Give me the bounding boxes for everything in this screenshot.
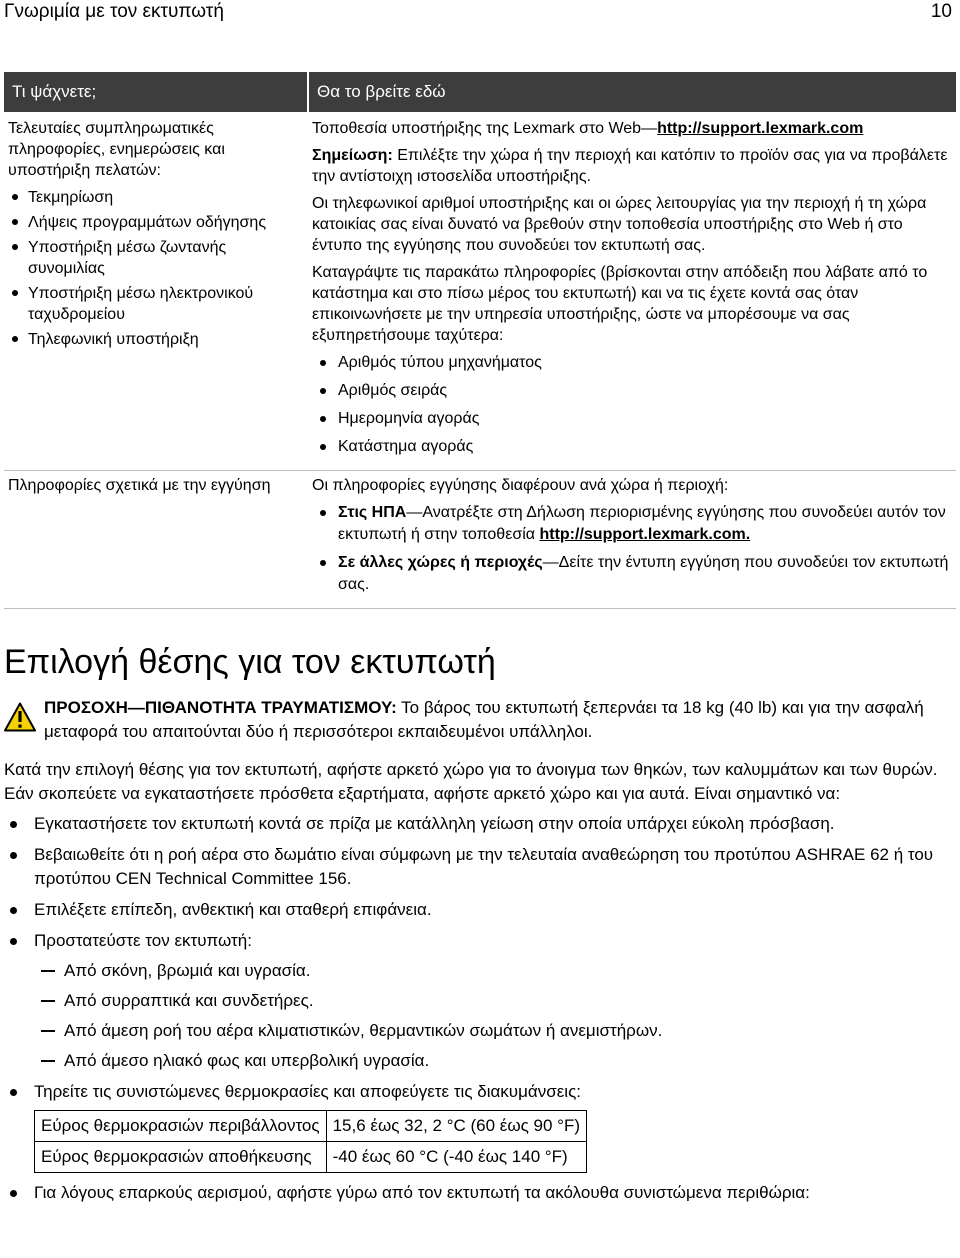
page-number: 10 [930,1,952,22]
temperature-item-text: Τηρείτε τις συνιστώμενες θερμοκρασίες και αποφεύγετε τις διακυμάνσεις: [34,1082,581,1101]
usa-text: Ανατρέξτε στη Δήλωση περιορισμένης εγγύησης που συνοδεύει αυτόν τον εκτυπωτή ή στην τοποθεσία [338,504,946,543]
list-item: Από συρραπτικά και συνδετήρες. [34,989,954,1013]
list-item: Αριθμός τύπου μηχανήματος [312,352,950,374]
support-site-link[interactable]: http://support.lexmark.com [657,120,864,137]
placement-list [4,812,954,1205]
support-note [312,145,950,187]
list-item: Αριθμός σειράς [312,380,950,402]
list-item: Εγκαταστήσετε τον εκτυπωτή κοντά σε πρίζα με κατάλληλη γείωση στην οποία υπάρχει εύκολη πρόσβαση. [4,812,954,836]
support-topics-intro: Τελευταίες συμπληρωματικές πληροφορίες, ενημερώσεις και υποστήριξη πελατών: [8,120,225,179]
column-header-what: Τι ψάχνετε; [4,72,308,112]
list-item: Τηλεφωνική υποστήριξη [8,329,302,350]
section-intro: Κατά την επιλογή θέσης για τον εκτυπωτή, αφήστε αρκετό χώρο για το άνοιγμα των θηκών, των καλυμμάτων και των θυρών. Εάν σκοπεύετε να εγκαταστήσετε πρόσθετα εξαρτήματα, αφήστε αρκετό χώρο και για αυτά. Είναι σημαντικό να: [4,760,938,803]
section-title: Επιλογή θέσης για τον εκτυπωτή [4,643,496,681]
caution-body: Το βάρος του εκτυπωτή ξεπερνάει τα 18 kg (40 lb) και για την ασφαλή μεταφορά του απαιτούνται δύο ή περισσότεροι εκπαιδευμένοι υπάλληλοι. [44,698,924,741]
caution-block [4,696,954,744]
caution-text [44,696,954,744]
list-item: Υποστήριξη μέσω ηλεκτρονικού ταχυδρομείου [8,283,302,325]
list-item: Για λόγους επαρκούς αερισμού, αφήστε γύρω από τον εκτυπωτή τα ακόλουθα συνιστώμενα περιθώρια: [4,1181,954,1205]
warranty-intro: Οι πληροφορίες εγγύησης διαφέρουν ανά χώρα ή περιοχή: [312,477,729,494]
list-item: Επιλέξετε επίπεδη, ανθεκτική και σταθερή επιφάνεια. [4,898,954,922]
other-dash: — [542,554,559,571]
table-row [35,1142,587,1173]
list-item: Από σκόνη, βρωμιά και υγρασία. [34,959,954,983]
caution-label: ΠΡΟΣΟΧΗ—ΠΙΘΑΝΟΤΗΤΑ ΤΡΑΥΜΑΤΙΣΜΟΥ: [44,698,397,717]
support-info-table [4,72,956,609]
record-list [312,352,950,458]
temperature-item [4,1080,954,1173]
support-site-dash: — [641,120,658,137]
note-text: Επιλέξτε την χώρα ή την περιοχή και κατόπιν το προϊόν σας για να προβάλετε την αντίστοιχη ιστοσελίδα υποστήριξης. [312,147,948,185]
note-label: Σημείωση: [312,147,393,164]
other-label: Σε άλλες χώρες ή περιοχές [338,554,543,571]
list-item: Κατάστημα αγοράς [312,436,950,458]
temp-label-storage: Εύρος θερμοκρασιών αποθήκευσης [35,1142,327,1173]
list-item: Από άμεση ροή του αέρα κλιματιστικών, θερμαντικών σωμάτων ή ανεμιστήρων. [34,1019,954,1043]
support-site-text: Τοποθεσία υποστήριξης της Lexmark στο Web [312,120,642,137]
list-item: Από άμεσο ηλιακό φως και υπερβολική υγρασία. [34,1049,954,1073]
phones-text: Οι τηλεφωνικοί αριθμοί υποστήριξης και οι ώρες λειτουργίας για την περιοχή ή τη χώρα κατοικίας σας είναι δυνατό να βρεθούν στην τοποθεσία υποστήριξης στο Web ή στο έντυπο της εγγύησης που συνοδεύει τον εκτυπωτή σας. [312,195,927,254]
support-site-line [312,118,950,139]
list-item: Ημερομηνία αγοράς [312,408,950,430]
list-item: Βεβαιωθείτε ότι η ροή αέρα στο δωμάτιο είναι σύμφωνη με την τελευταία αναθεώρηση του προτύπου ASHRAE 62 ή του προτύπου CEN Technical Committee 156. [4,843,954,891]
temp-label-ambient: Εύρος θερμοκρασιών περιβάλλοντος [35,1111,327,1142]
warranty-other-item [312,552,950,596]
table-row [35,1111,587,1142]
page-header [4,0,952,26]
support-topics-cell [4,112,308,471]
warranty-topic-cell: Πληροφορίες σχετικά με την εγγύηση [4,471,308,609]
warning-triangle-icon [4,702,36,732]
list-item: Λήψεις προγραμμάτων οδήγησης [8,212,302,233]
usa-label: Στις ΗΠΑ [338,504,407,521]
other-text: Δείτε την έντυπη εγγύηση που συνοδεύει τον εκτυπωτή σας. [338,554,949,593]
section-body [4,758,954,1212]
support-location-cell [308,112,956,471]
protect-list [34,959,954,1073]
list-item: Τεκμηρίωση [8,187,302,208]
warranty-usa-item [312,502,950,546]
usa-dash: — [406,504,423,521]
protect-item [4,929,954,1073]
support-topics-list [8,187,302,350]
column-header-where: Θα το βρείτε εδώ [308,72,956,112]
protect-item-text: Προστατεύστε τον εκτυπωτή: [34,931,252,950]
temp-value-ambient: 15,6 έως 32, 2 °C (60 έως 90 °F) [326,1111,586,1142]
page-header-title: Γνωριμία με τον εκτυπωτή [4,1,224,22]
usa-support-link[interactable]: http://support.lexmark.com. [539,526,751,543]
warranty-info-cell [308,471,956,609]
record-text: Καταγράψτε τις παρακάτω πληροφορίες (βρίσκονται στην απόδειξη που λάβατε από το κατάστημα και στο πίσω μέρος του εκτυπωτή) και να τις έχετε κοντά σας όταν επικοινωνήσετε με την υπηρεσία υποστήριξης, ώστε να μπορέσουμε να σας εξυπηρετήσουμε ταχύτερα: [312,264,928,344]
temperature-table [34,1110,587,1173]
temp-value-storage: -40 έως 60 °C (-40 έως 140 °F) [326,1142,586,1173]
list-item: Υποστήριξη μέσω ζωντανής συνομιλίας [8,237,302,279]
warranty-list [312,502,950,596]
